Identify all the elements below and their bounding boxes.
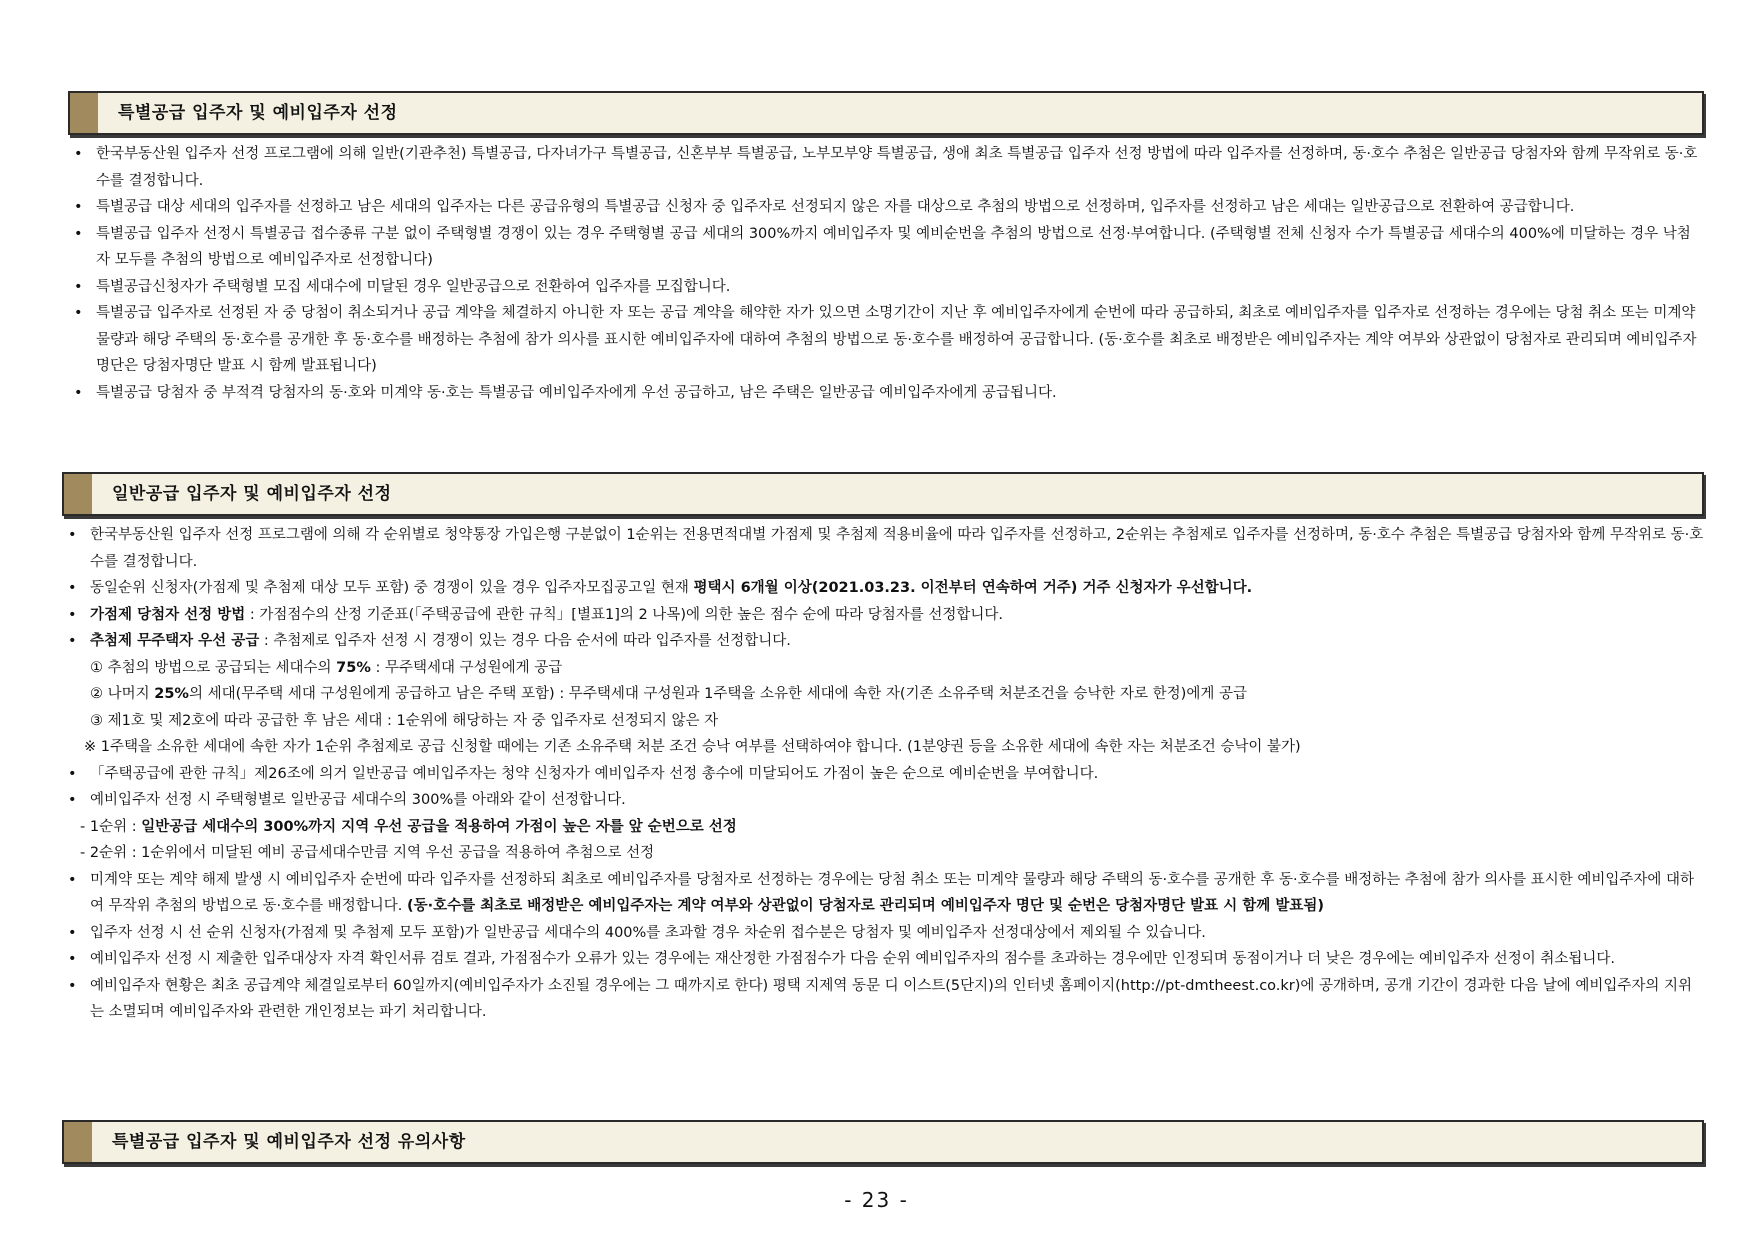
list-item: • 특별공급 당첨자 중 부적격 당첨자의 동·호와 미계약 동·호는 특별공급 예비입주자에게 우선 공급하고, 남은 주택은 일반공급 예비입주자에게 공급됩니다. [68, 380, 1704, 407]
section-special-supply [68, 91, 1704, 406]
header-color-block [70, 93, 98, 133]
item-text-bold: 가점제 당첨자 선정 방법 [90, 606, 246, 623]
section-title: 특별공급 입주자 및 예비입주자 선정 유의사항 [112, 1132, 466, 1152]
item-text: 동일순위 신청자(가점제 및 추첨제 대상 모두 포함) 중 경쟁이 있을 경우 입주자모집공고일 현재 [90, 580, 694, 596]
item-text: : 무주택세대 구성원에게 공급 [370, 659, 563, 676]
list-item [62, 602, 1704, 629]
list-item: • 예비입주자 현황은 최초 공급계약 체결일로부터 60일까지(예비입주자가 소진될 경우에는 그 때까지로 한다) 평택 지제역 동문 디 이스트(5단지)의 인터넷 홈페이지(http://pt-dmtheest.co.kr)에 공개하며, 공개 기간이 경과한 다음 날에 예비입주자의 지위는 소멸되며 예비입주자와 관련한 개인정보는 파기 처리합니다. [62, 973, 1704, 1026]
item-text-bold: (동·호수를 최초로 배정받은 예비입주자는 계약 여부와 상관없이 당첨자로 관리되며 예비입주자 명단 및 순번은 당첨자명단 발표 시 함께 발표됨) [407, 898, 1324, 914]
page-number: - 23 - [844, 1188, 909, 1212]
item-text: : 가점점수의 산정 기준표(「주택공급에 관한 규칙」[별표1]의 2 나목)에 의한 높은 점수 순에 따라 당첨자를 선정합니다. [245, 606, 1003, 623]
note-item: ※ 1주택을 소유한 세대에 속한 자가 1순위 추첨제로 공급 신청할 때에는 기존 소유주택 처분 조건 승낙 여부를 선택하여야 합니다. (1분양권 등을 소유한 세대에 속한 자는 처분조건 승낙이 불가) [84, 739, 1301, 755]
item-text: 미계약 또는 계약 해제 발생 시 예비입주자 순번에 따라 입주자를 선정하되 최초로 예비입주자를 당첨자로 선정하는 경우에는 당첨 취소 또는 미계약 물량과 해당 주택의 동·호수를 공개한 후 동·호수를 배정하는 추첨에 참가 의사를 표시한 예비입주자에 대하여 무작위 추첨의 방법으로 동·호수를 배정합니다. [90, 871, 1695, 914]
section-general-supply [62, 472, 1704, 1026]
item-text: : 추첨제로 입주자 선정 시 경쟁이 있는 경우 다음 순서에 따라 입주자를 선정합니다. [259, 633, 791, 649]
list-item: • 특별공급 입주자로 선정된 자 중 당첨이 취소되거나 공급 계약을 체결하지 아니한 자 또는 공급 계약을 해약한 자가 있으면 소명기간이 지난 후 예비입주자에게 순번에 따라 공급하되, 최초로 예비입주자를 입주자로 선정하는 경우에는 당첨 취소 또는 미계약 물량과 해당 주택의 동·호수를 공개한 후 동·호수를 배정하는 추첨에 참가 의사를 표시한 예비입주자에 대하여 추첨의 방법으로 동·호수를 배정하여 공급합니다. (동·호수를 최초로 배정받은 예비입주자는 계약 여부와 상관없이 당첨자로 관리되며 예비입주자 명단은 당첨자명단 발표 시 함께 발표됩니다) [68, 300, 1704, 380]
item-text: 의 세대(무주택 세대 구성원에게 공급하고 남은 주택 포함) : 무주택세대 구성원과 1주택을 소유한 세대에 속한 자(기존 소유주택 처분조건을 승낙한 자로 한정)에게 공급 [188, 686, 1247, 702]
bullet-list [62, 522, 1704, 1026]
header-color-block [64, 1122, 92, 1162]
section-header [62, 1120, 1704, 1164]
list-item: • 입주자 선정 시 선 순위 신청자(가점제 및 추첨제 모두 포함)가 일반공급 세대수의 400%를 초과할 경우 차순위 접수분은 당첨자 및 예비입주자 선정대상에서 제외될 수 있습니다. [62, 920, 1704, 947]
sub-item [62, 681, 1704, 708]
item-text-bold: 일반공급 세대수의 300%까지 지역 우선 공급을 적용하여 가점이 높은 자를 앞 순번으로 선정 [141, 818, 737, 835]
list-item: • 한국부동산원 입주자 선정 프로그램에 의해 각 순위별로 청약통장 가입은행 구분없이 1순위는 전용면적대별 가점제 및 추첨제 적용비율에 따라 입주자를 선정하고, 2순위는 추첨제로 입주자를 선정하며, 동·호수 추첨은 특별공급 당첨자와 함께 무작위로 동·호수를 결정합니다. [62, 522, 1704, 575]
list-item: • 예비입주자 선정 시 제출한 입주대상자 자격 확인서류 검토 결과, 가점점수가 오류가 있는 경우에는 재산정한 가점점수가 다음 순위 예비입주자의 점수를 초과하는 경우에만 인정되며 동점이거나 더 낮은 경우에는 예비입주자 선정이 취소됩니다. [62, 946, 1704, 973]
list-item: • 특별공급신청자가 주택형별 모집 세대수에 미달된 경우 일반공급으로 전환하여 입주자를 모집합니다. [68, 274, 1704, 301]
section-title: 특별공급 입주자 및 예비입주자 선정 [118, 103, 398, 123]
list-item: • 특별공급 대상 세대의 입주자를 선정하고 남은 세대의 입주자는 다른 공급유형의 특별공급 신청자 중 입주자로 선정되지 않은 자를 대상으로 추첨의 방법으로 선정하며, 입주자를 선정하고 남은 세대는 일반공급으로 전환하여 공급합니다. [68, 194, 1704, 221]
item-text: - 1순위 : [80, 818, 142, 835]
sub-item [62, 655, 1704, 682]
section-header [62, 472, 1704, 516]
dash-item [62, 814, 1704, 841]
section-header [68, 91, 1704, 135]
list-item [62, 575, 1704, 602]
dash-item: - 2순위 : 1순위에서 미달된 예비 공급세대수만큼 지역 우선 공급을 적용하여 추첨으로 선정 [80, 845, 655, 861]
item-text: ② 나머지 [90, 686, 155, 702]
section-title: 일반공급 입주자 및 예비입주자 선정 [112, 484, 392, 504]
sub-item: ③ 제1호 및 제2호에 따라 공급한 후 남은 세대 : 1순위에 해당하는 자 중 입주자로 선정되지 않은 자 [90, 712, 719, 729]
item-text: ① 추첨의 방법으로 공급되는 세대수의 [90, 659, 337, 676]
section-special-supply-notes [62, 1120, 1704, 1164]
list-item: • 한국부동산원 입주자 선정 프로그램에 의해 일반(기관추천) 특별공급, 다자녀가구 특별공급, 신혼부부 특별공급, 노부모부양 특별공급, 생애 최초 특별공급 입주자 선정 방법에 따라 입주자를 선정하며, 동·호수 추첨은 일반공급 당첨자와 함께 무작위로 동·호수를 결정합니다. [68, 141, 1704, 194]
item-text-bold: 25% [154, 686, 189, 702]
header-color-block [64, 474, 92, 514]
list-item: • 예비입주자 선정 시 주택형별로 일반공급 세대수의 300%를 아래와 같이 선정합니다. [62, 787, 1704, 814]
list-item: • 「주택공급에 관한 규칙」제26조에 의거 일반공급 예비입주자는 청약 신청자가 예비입주자 선정 총수에 미달되어도 가점이 높은 순으로 예비순번을 부여합니다. [62, 761, 1704, 788]
bullet-list [68, 141, 1704, 406]
item-text-bold: 75% [336, 659, 371, 676]
list-item [62, 867, 1704, 920]
list-item [62, 628, 1704, 655]
item-text-bold: 추첨제 무주택자 우선 공급 [90, 633, 260, 649]
list-item: • 특별공급 입주자 선정시 특별공급 접수종류 구분 없이 주택형별 경쟁이 있는 경우 주택형별 공급 세대의 300%까지 예비입주자 및 예비순번을 추첨의 방법으로 선정·부여합니다. (주택형별 전체 신청자 수가 특별공급 세대수의 400%에 미달하는 경우 낙첨자 모두를 추첨의 방법으로 예비입주자로 선정합니다) [68, 221, 1704, 274]
item-text-bold: 평택시 6개월 이상(2021.03.23. 이전부터 연속하여 거주) 거주 신청자가 우선합니다. [693, 580, 1253, 596]
